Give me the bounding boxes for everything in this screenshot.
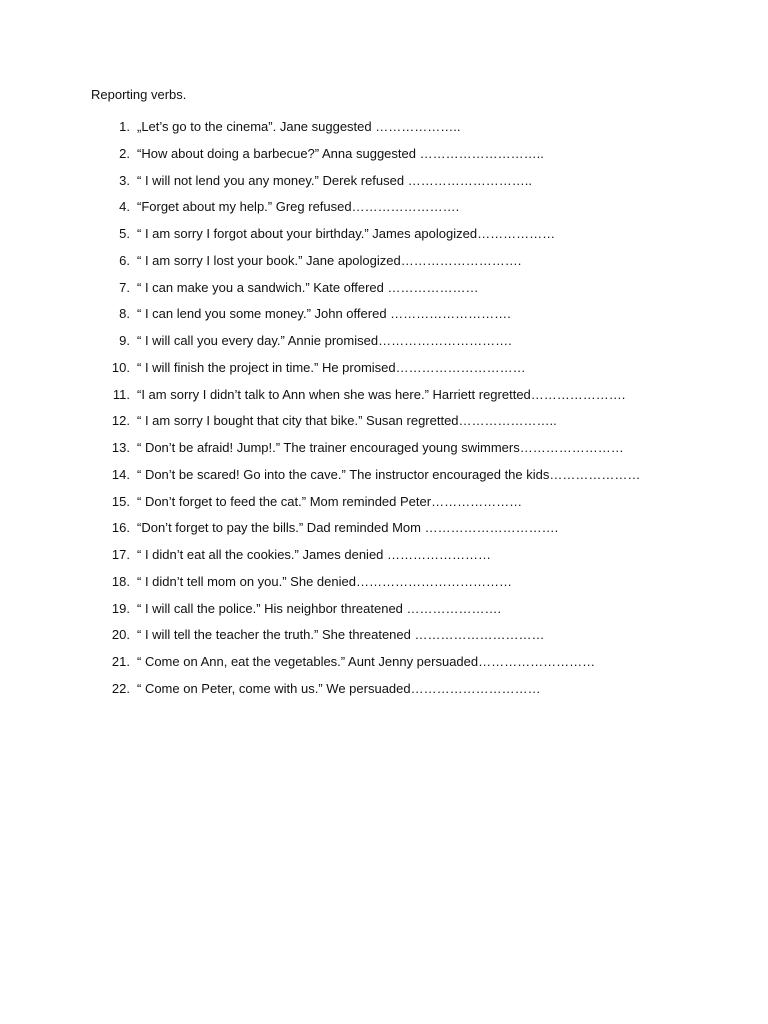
exercise-number: 17. bbox=[111, 547, 130, 562]
exercise-sentence: “ I can lend you some money.” John offered ………………………. bbox=[137, 306, 511, 322]
exercise-number: 10. bbox=[111, 359, 130, 375]
exercise-sentence: “ I am sorry I forgot about your birthday.” James apologized……………… bbox=[137, 226, 556, 241]
exercise-number: 18. bbox=[111, 573, 130, 589]
exercise-sentence: “ Come on Peter, come with us.” We persuaded………………………… bbox=[137, 680, 541, 696]
exercise-item bbox=[0, 601, 768, 628]
exercise-number: 9. bbox=[119, 333, 130, 348]
exercise-item bbox=[0, 119, 768, 146]
exercise-item bbox=[0, 333, 768, 360]
exercise-sentence: “ Don’t be scared! Go into the cave.” The instructor encouraged the kids………………… bbox=[137, 466, 641, 482]
exercise-number: 6. bbox=[119, 252, 130, 268]
exercise-item bbox=[0, 387, 768, 414]
exercise-item bbox=[0, 494, 768, 521]
document-title: Reporting verbs. bbox=[91, 87, 187, 102]
exercise-item bbox=[0, 520, 768, 547]
exercise-item bbox=[0, 574, 768, 601]
exercise-item bbox=[0, 654, 768, 681]
exercise-sentence: “ I will call you every day.” Annie promised…………………………. bbox=[137, 333, 512, 348]
exercise-sentence: „Let’s go to the cinema”. Jane suggested ……………….. bbox=[137, 119, 461, 134]
exercise-number: 2. bbox=[119, 145, 130, 161]
exercise-number: 7. bbox=[119, 279, 130, 295]
exercise-sentence: “Forget about my help.” Greg refused……………………. bbox=[137, 199, 460, 215]
exercise-sentence: “ I can make you a sandwich.” Kate offered ………………… bbox=[137, 279, 479, 295]
exercise-number: 14. bbox=[111, 466, 130, 482]
exercise-item bbox=[0, 360, 768, 387]
exercise-number: 13. bbox=[111, 440, 130, 455]
exercise-sentence: “ I will not lend you any money.” Derek refused ……………………….. bbox=[137, 172, 532, 188]
exercise-list bbox=[0, 119, 768, 708]
exercise-item bbox=[0, 440, 768, 467]
exercise-item bbox=[0, 253, 768, 280]
exercise-sentence: “I am sorry I didn’t talk to Ann when she was here.” Harriett regretted…………………. bbox=[137, 386, 626, 402]
exercise-sentence: “ I am sorry I lost your book.” Jane apologized………………………. bbox=[137, 252, 522, 268]
exercise-number: 19. bbox=[111, 600, 130, 616]
exercise-sentence: “ Don’t forget to feed the cat.” Mom reminded Peter………………… bbox=[137, 493, 523, 509]
exercise-number: 1. bbox=[119, 119, 130, 134]
exercise-sentence: “How about doing a barbecue?” Anna suggested ……………………….. bbox=[137, 145, 544, 161]
exercise-sentence: “ Don’t be afraid! Jump!.” The trainer encouraged young swimmers…………………… bbox=[137, 440, 624, 455]
exercise-sentence: “ I am sorry I bought that city that bike.” Susan regretted………………….. bbox=[137, 413, 557, 429]
exercise-sentence: “Don’t forget to pay the bills.” Dad reminded Mom …………………………. bbox=[137, 520, 559, 536]
exercise-number: 3. bbox=[119, 172, 130, 188]
exercise-number: 8. bbox=[119, 306, 130, 322]
exercise-number: 12. bbox=[111, 413, 130, 429]
exercise-item bbox=[0, 173, 768, 200]
exercise-item bbox=[0, 146, 768, 173]
exercise-number: 22. bbox=[111, 680, 130, 696]
exercise-sentence: “ I will tell the teacher the truth.” She threatened ………………………… bbox=[137, 627, 545, 643]
exercise-number: 15. bbox=[111, 493, 130, 509]
exercise-item bbox=[0, 306, 768, 333]
exercise-number: 4. bbox=[119, 199, 130, 215]
exercise-item bbox=[0, 413, 768, 440]
exercise-sentence: “ I didn’t tell mom on you.” She denied……………………………… bbox=[137, 573, 512, 589]
exercise-item bbox=[0, 627, 768, 654]
exercise-item bbox=[0, 199, 768, 226]
exercise-sentence: “ Come on Ann, eat the vegetables.” Aunt Jenny persuaded……………………… bbox=[137, 654, 596, 669]
exercise-sentence: “ I will finish the project in time.” He promised………………………… bbox=[137, 359, 526, 375]
exercise-item bbox=[0, 280, 768, 307]
exercise-number: 20. bbox=[111, 627, 130, 643]
exercise-number: 16. bbox=[111, 520, 130, 536]
exercise-number: 21. bbox=[111, 654, 130, 669]
exercise-number: 11. bbox=[112, 386, 130, 402]
exercise-item bbox=[0, 467, 768, 494]
exercise-item bbox=[0, 547, 768, 574]
exercise-item bbox=[0, 226, 768, 253]
exercise-number: 5. bbox=[119, 226, 130, 241]
exercise-sentence: “ I will call the police.” His neighbor threatened …………………. bbox=[137, 600, 502, 616]
exercise-sentence: “ I didn’t eat all the cookies.” James denied …………………… bbox=[137, 547, 492, 562]
exercise-item bbox=[0, 681, 768, 708]
